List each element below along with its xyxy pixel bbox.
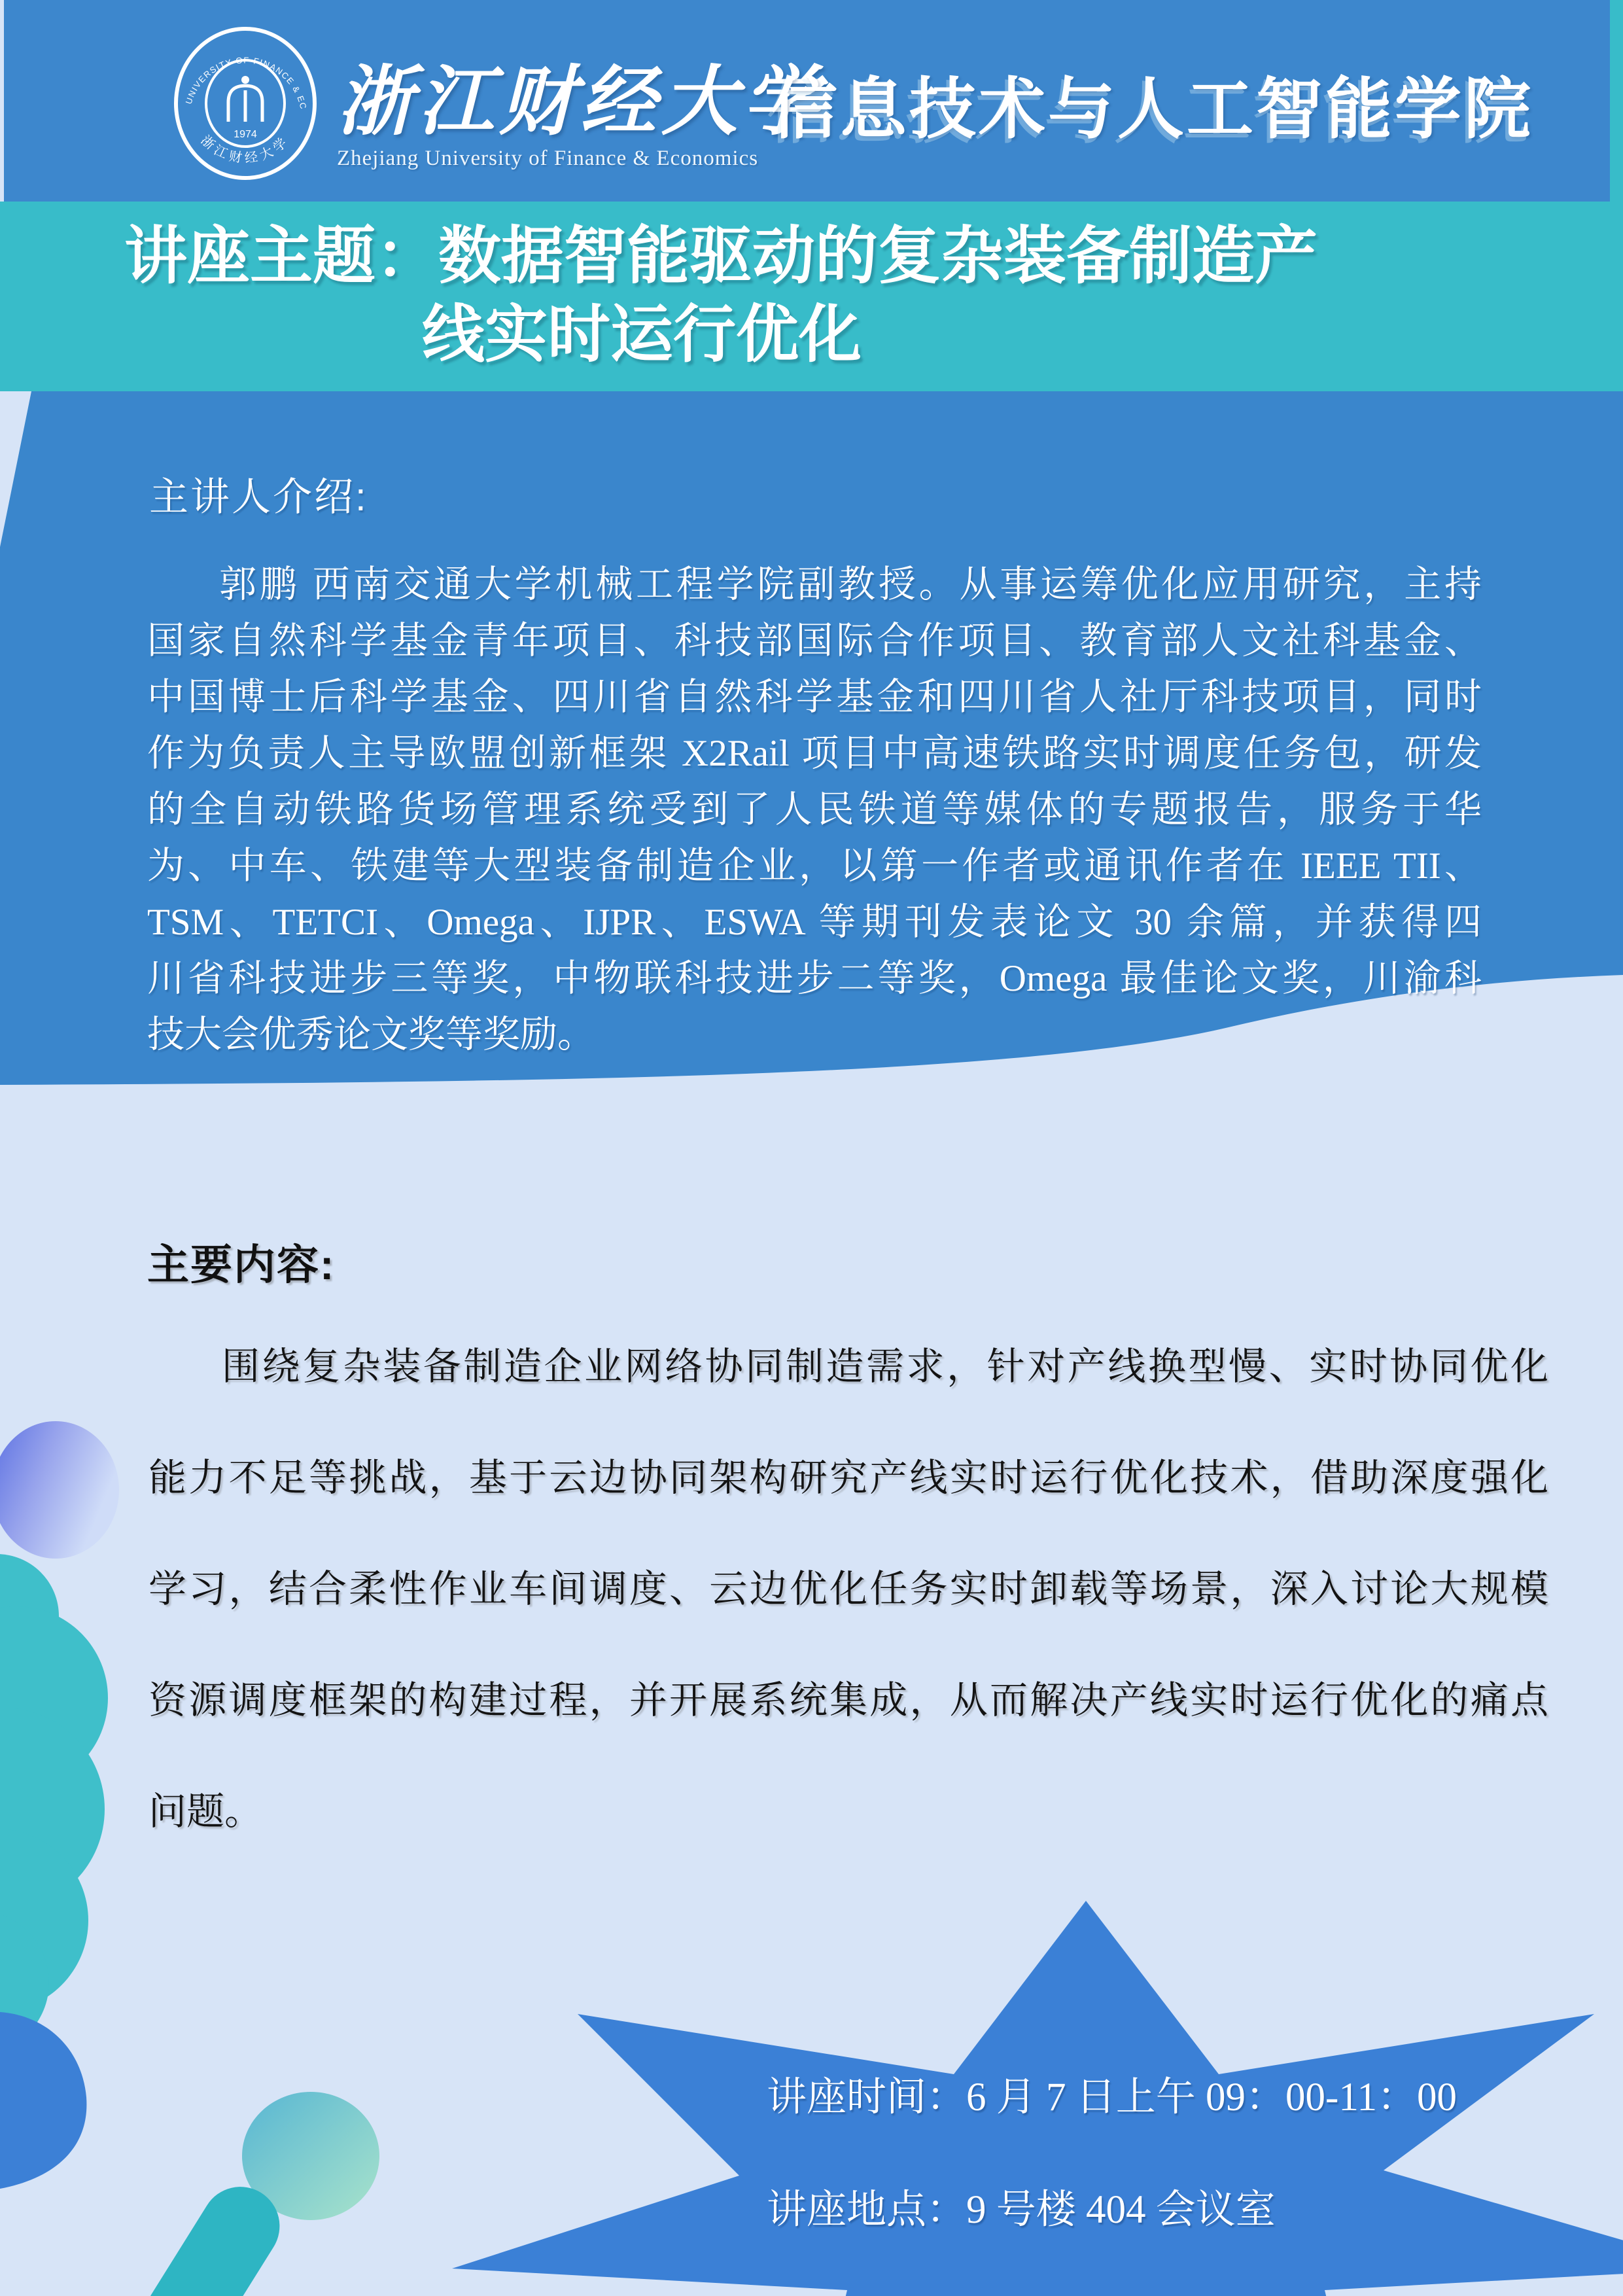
content-section-heading: 主要内容: [147,1241,336,1288]
lecture-title-line1: 数据智能驱动的复杂装备制造产 [438,221,1318,291]
content-line: 资源调度框架的构建过程，并开展系统集成，从而解决产线实时运行优化的痛点 [148,1679,1548,1722]
lecture-title-line2: 线实时运行优化 [422,300,862,370]
decor-teal-cloud [0,1554,108,2055]
speaker-bio-line: 为、中车、铁建等大型装备制造企业，以第一作者或通讯作者在 IEEE TII、 [147,845,1482,887]
decor-blue-blob [0,2012,86,2189]
seal-bottom-text: 浙江财经大学 [198,133,293,166]
speaker-bio-line: 技大会优秀论文奖等奖励。 [147,1014,595,1055]
speaker-section-heading: 主讲人介绍: [149,475,368,519]
speaker-bio-line: 的全自动铁路货场管理系统受到了人民铁道等媒体的专题报告，服务于华 [147,789,1482,830]
speaker-bio-line: 作为负责人主导欧盟创新框架 X2Rail 项目中高速铁路实时调度任务包，研发 [147,733,1482,774]
content-line: 围绕复杂装备制造企业网络协同制造需求，针对产线换型慢、实时协同优化 [222,1345,1548,1388]
lecture-title-label: 讲座主题： [124,221,438,291]
lecture-time: 讲座时间：6 月 7 日上午 09：00-11：00 [767,2075,1457,2119]
content-paragraph [148,1311,1548,1867]
lecture-location: 讲座地点：9 号楼 404 会议室 [767,2188,1276,2232]
content-line: 学习，结合柔性作业车间调度、云边优化任务实时卸载等场景，深入讨论大规模 [148,1568,1548,1610]
seal-year: 1974 [234,129,257,140]
content-line: 问题。 [148,1790,263,1833]
decor-gradient-ellipse [0,1421,119,1559]
speaker-bio-line: TSM、TETCI、Omega、IJPR、ESWA 等期刊发表论文 30 余篇，并获得四 [147,902,1482,943]
speaker-bio-line: 郭鹏 西南交通大学机械工程学院副教授。从事运筹优化应用研究，主持 [219,564,1482,605]
speaker-bio-line: 川省科技进步三等奖，中物联科技进步二等奖，Omega 最佳论文奖，川渝科 [147,958,1482,999]
speaker-bio-line: 中国博士后科学基金、四川省自然科学基金和四川省人社厅科技项目，同时 [147,677,1482,718]
seal-arc-text: ZHEJIANG UNIVERSITY OF FINANCE & ECONOMICS [183,55,309,111]
lecture-title-row1 [124,217,1318,296]
speaker-bio-line: 国家自然科学基金青年项目、科技部国际合作项目、教育部人文社科基金、 [147,620,1482,662]
university-name-cn: 浙江财经大学 [337,61,824,145]
university-name-en: Zhejiang University of Finance & Economics [337,147,759,170]
speaker-bio-paragraph [147,557,1482,1063]
content-line: 能力不足等挑战，基于云边协同架构研究产线实时运行优化技术，借助深度强化 [148,1457,1548,1499]
college-name: 信息技术与人工智能学院 [771,72,1533,147]
